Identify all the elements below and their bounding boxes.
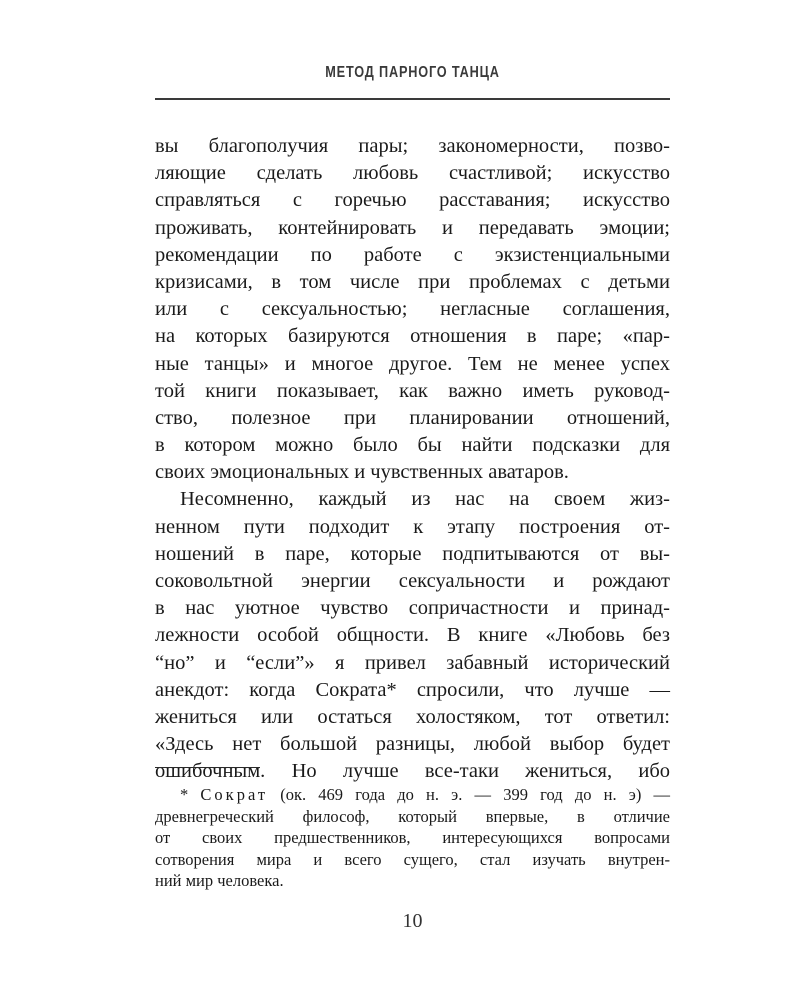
footnote-marker: * [180, 785, 189, 804]
text-line: в котором можно было бы найти подсказки для [155, 434, 670, 457]
text-line: на которых базируются отношения в паре; «пар- [155, 325, 670, 348]
text-line: в нас уютное чувство сопричастности и принад- [155, 597, 670, 620]
header-rule [155, 98, 670, 100]
text-line: вы благополучия пары; закономерности, позво- [155, 135, 670, 157]
text-line: своих эмоциональных и чувственных аватаров. [155, 461, 569, 484]
text-line: «Здесь нет большой разницы, любой выбор будет [155, 733, 670, 756]
text-line: жениться или остаться холостяком, тот ответил: [155, 705, 670, 728]
text-line: анекдот: когда Сократа* спросили, что лучше — [155, 678, 670, 701]
page-number: 10 [402, 910, 423, 932]
text-line: ошибочным. Но лучше все-таки жениться, ибо [155, 760, 670, 783]
text-line: ство, полезное при планировании отношений, [155, 406, 670, 429]
text-line: ненном пути подходит к этапу построения от- [155, 515, 670, 538]
text-line: лежности особой общности. В книге «Любовь без [155, 624, 670, 647]
text-line: ные танцы» и многое другое. Тем не менее успех [155, 352, 670, 375]
footnote [155, 784, 670, 892]
text-line: рекомендации по работе с экзистенциальными [155, 243, 670, 266]
footnote-term: Сократ [200, 785, 269, 804]
footnote-line: ний мир человека. [155, 871, 284, 890]
footnote-rule [155, 767, 260, 768]
footnote-line: сотворения мира и всего сущего, стал изучать внутрен- [155, 849, 670, 869]
paragraph-first-line: Несомненно, каждый из нас на своем жиз- [180, 488, 670, 511]
footnote-dates: (ок. 469 года до н. э. — 399 год до н. э) — [280, 785, 671, 804]
text-line: справляться с горечью расставания; искусство [155, 189, 670, 212]
text-line: проживать, контейнировать и передавать эмоции; [155, 216, 670, 239]
text-line: ляющие сделать любовь счастливой; искусство [155, 162, 670, 185]
body-text [155, 133, 670, 786]
text-line: ношений в паре, которые подпитываются от вы- [155, 542, 670, 565]
footnote-line: от своих предшественников, интересующихся вопросами [155, 828, 670, 847]
running-title: МЕТОД ПАРНОГО ТАНЦА [325, 64, 500, 81]
text-line: “но” и “если”» я привел забавный исторический [155, 651, 670, 674]
text-line: соковольтной энергии сексуальности и рождают [155, 570, 670, 592]
footnote-first-line [155, 784, 670, 806]
text-line: той книги показывает, как важно иметь руковод- [155, 379, 670, 402]
text-line: или с сексуальностью; негласные соглашения, [155, 298, 670, 321]
footnote-line: древнегреческий философ, который впервые, в отличие [155, 806, 670, 826]
text-line: кризисами, в том числе при проблемах с детьми [155, 270, 670, 293]
